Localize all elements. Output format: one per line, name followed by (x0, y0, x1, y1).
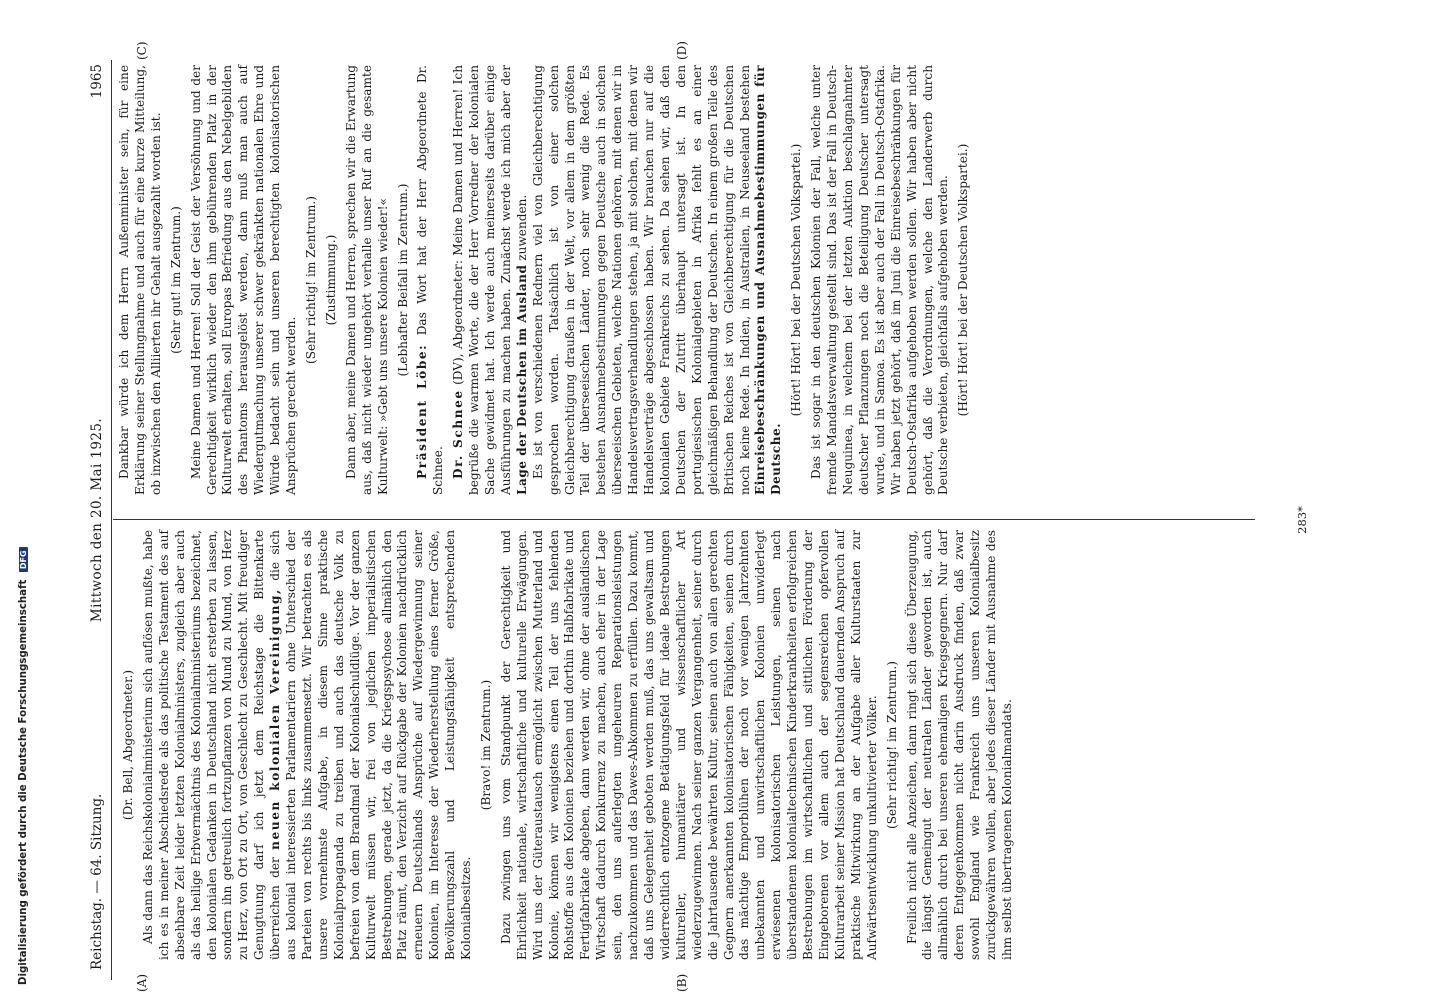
margin-mark-c: (C) (135, 41, 149, 60)
paragraph-text: Es ist von verschiedenen Rednern viel von Gleichberechtigung gesprochen worden. Tatsächlich ist von einer solchen Gleichberechtigung draußen in der Welt, vor allem in dem größten Teil der überseeischen Länder, noch sehr wenig die Rede. Es bestehen Ausnahmebestimmungen gegen Deutsche auch in solchen überseeischen Gebieten, welche Nationen gehören, mit denen wir in Handelsvertragsverhandlungen stehen, ja mit solchen, mit denen wir Handelsverträge abgeschlossen haben. Wir brauchen nur auf die kolonialen Gebiete Frankreichs zu sehen. Da sehen wir, daß den Deutschen der Zutritt überhaupt untersagt ist. In den portugiesischen Kolonialgebieten in Afrika fehlt es an einer gleichmäßigen Behandlung der Deutschen. In einem großen Teile des Britischen Reiches ist von Gleichberechtigung für die Deutschen noch keine Rede. In Indien, in Australien, in Neuseeland bestehen (530, 65, 752, 495)
interjection: (Sehr richtig! im Zentrum.) (884, 661, 899, 829)
paragraph: Dankbar würde ich dem Herrn Außenminister sein, für eine Erklärung seiner Stellungnahme und auch für eine kurze Mitteilung, ob inzwischen den Alliierten ihr Gehalt ausgezahlt worden ist. (117, 65, 163, 495)
margin-mark-b: (B) (675, 973, 689, 992)
header-rule (111, 60, 112, 980)
paragraph: Meine Damen und Herren! Soll der Geist der Versöhnung und der Gerechtigkeit wirklich wieder den ihm gebührenden Platz in der Kulturwelt erhalten, soll Europas Befriedung aus den Nebelgebilden des Phantoms herausgelöst werden, dann muß man auch auf Wiedergutmachung unserer schwer gekränkten nationalen Ehre und Würde bedacht sein und unseren berechtigten kolonisatorischen Ansprüchen gerecht werden. (188, 65, 299, 495)
president-text: Das Wort hat der Herr Abgeordnete Dr. Schnee. (415, 65, 446, 495)
interjection: (Zustimmung.) (323, 234, 338, 326)
speaker-text-end: zuwenden. (514, 194, 529, 261)
dfg-logo: DFG (19, 547, 28, 572)
speaker-tag: (Dr. Bell, Abgeordneter.) (121, 669, 135, 821)
paragraph: Freilich nicht alle Anzeichen, dann ringt sich diese Überzeugung, die längst Gemeingut der neutralen Länder geworden ist, auch allmählich durch bei unseren ehemaligen Kriegsgegnern. Nur darf deren Entgegenkommen nicht darin Ausdruck finden, daß zwar sowohl England wie Frankreich uns unseren Kolonialbesitz zurückgewähren wollen, aber jedes dieser Länder mit Ausnahme des ihm selbst übertragenen Kolonialmandats. (904, 530, 1014, 960)
interjection: (Bravo! im Zentrum.) (478, 679, 493, 811)
running-header (85, 40, 111, 1000)
header-date: Mittwoch den 20. Mai 1925. (89, 417, 105, 623)
paragraph-text: die sich aus kolonial interessierten Parlamentariern ohne Unterschied der Parteien von rechts bis links zusammensetzt. Wir betrachten es als unsere vornehmste Aufgabe, in diesem Sinne praktische Kolonialpropaganda zu treiben und auch das deutsche Volk zu befreien von dem Brandmal der Kolonialschuldlüge. Vor der ganzen Kulturwelt müssen wir, frei von jeglichen imperialistischen Bestrebungen, gerade jetzt, da die Kriegspsychose allmählich den Platz räumt, den Verzicht auf Rückgabe der Kolonien nachdrücklich erneuern Deutschlands Ansprüche auf Wiedergewinnung seiner Kolonien, im Interesse der Wiederherstellung eines ferner Größe, Bevölkerungszahl und Leistungsfähigkeit entsprechenden Kolonialbesitzes. (268, 530, 474, 960)
right-column (117, 65, 976, 495)
interjection: (Sehr richtig! im Zentrum.) (303, 196, 318, 364)
column-divider (113, 519, 1255, 520)
paragraph: Dazu zwingen uns vom Standpunkt der Gerechtigkeit und Ehrlichkeit nationale, wirtschaftliche und kulturelle Erwägungen. Wird uns der Güteraustausch ermöglicht zwischen Mutterland und Kolonie, können wir wenigstens einen Teil der uns fehlenden Rohstoffe aus den Kolonien beziehen und dorthin Halbfabrikate und Fertigfabrikate abgeben, dann werden wir, ohne der ausländischen Wirtschaft dadurch Konkurrenz zu machen, auch eher in der Lage sein, den uns auferlegten ungeheuren Reparationsleistungen nachzukommen und das Dawes-Abkommen zu erfüllen. Dazu kommt, daß uns Gelegenheit geboten werden muß, das uns gewaltsam und widerrechtlich entzogene Betätigungsfeld für ideale Bestrebungen kultureller, humanitärer und wissenschaftlicher Art wiederzugewinnen. Nach seiner ganzen Vergangenheit, seiner durch die Jahrtausende bewährten Kultur, seinen auch von allen gerechten Gegnern anerkannten kolonisatorischen Fähigkeiten, seinen durch das mächtige Emporblühen der noch vor wenigen Jahrzehnten unbekannten und unwirtschaftlichen Kolonien unwiderlegt erwiesenen kolonisatorischen Leistungen, seinen nach überstandenem kolonialtechnischen Kinderkrankheiten erfolgreichen Bestrebungen im wirtschaftlichen und sittlichen Förderung der Eingeborenen vor allem auch der segensreichen opfervollen Kulturarbeit seiner Mission hat Deutschland dauernden Anspruch auf praktische Mitwirkung an der Aufgabe aller Kulturstaaten zur Aufwärtsentwicklung unkultivierter Völker. (498, 530, 879, 960)
emphasis: neuen kolonialen Vereinigung, (268, 588, 283, 850)
digitization-credit (18, 0, 29, 985)
interjection: (Sehr gut! im Zentrum.) (168, 206, 183, 354)
speaker-intro (451, 65, 531, 495)
page-number-footer: 283* (1295, 506, 1309, 534)
emphasis: Einreisebeschränkungen und Ausnahmebestimmungen für Deutsche. (753, 65, 784, 495)
president-remark (415, 65, 447, 495)
credit-text: Digitalisierung gefördert durch die Deutsche Forschungsgemeinschaft (18, 579, 29, 985)
paragraph-text: Als dann das Reichskolonialministerium sich auflösen mußte, habe ich es in meiner Abschiedsrede als das politische Testament des auf absehbare Zeit leider letzten Kolonialministers, zugleich aber auch als das heilige Erbvermächtnis des Kolonialministeriums bezeichnet, den kolonialen Gedanken in Deutschland nicht ersterben zu lassen, sondern ihn getreulich fortzupflanzen von Mund zu Mund, von Herz zu Herz, von Ort zu Ort, von Geschlecht zu Geschlecht. Mit freudiger Genugtuung darf ich jetzt dem Reichstage die Bittenkarte überreichen der (140, 530, 283, 960)
speaker-text: (DV), Abgeordneter: Meine Damen und Herren! Ich begrüße die warmen Worte, die der Herr Vorredner der kolonialen Sache gewidmet hat. Ich werde auch meinerseits darüber einige Ausführungen zu machen haben. Zunächst werde ich mich aber der (451, 65, 513, 495)
paragraph: Dann aber, meine Damen und Herren, sprechen wir die Erwartung aus, daß nicht wieder ungehört verhalle unser Ruf an die gesamte Kulturwelt: »Gebt uns unsere Kolonien wieder!« (343, 65, 390, 495)
margin-mark-a: (A) (135, 973, 149, 992)
header-left: Reichstag. — 64. Sitzung. (89, 793, 105, 970)
paragraph (531, 65, 786, 495)
interjection: (Lebhafter Beifall im Zentrum.) (395, 183, 410, 377)
paragraph (141, 530, 475, 960)
interjection: (Hört! Hört! bei der Deutschen Volkspartei.) (956, 143, 971, 417)
interjection: (Hört! Hört! bei der Deutschen Volkspartei.) (789, 143, 804, 417)
emphasis: Lage der Deutschen im Ausland (514, 264, 529, 495)
speaker-name: Dr. Schnee (451, 389, 466, 479)
left-column (117, 530, 1016, 960)
rotated-document-page (85, 40, 1315, 1000)
president-name: Präsident Löbe: (415, 343, 430, 479)
margin-mark-d: (D) (675, 41, 689, 60)
paragraph: Das ist sogar in den deutschen Kolonien der Fall, welche unter fremde Mandatsverwaltung gestellt sind. Das ist der Fall in Deutsch-Neuguinea, in welchem bei der letzten Auktion beschlagnahmter deutscher Pflanzungen noch die Beteiligung Deutscher untersagt wurde, und in Samoa. Es ist aber auch der Fall in Deutsch-Ostafrika. Wir haben jetzt gehört, daß im Juni die Einreisebeschränkungen für Deutsch-Ostafrika aufgehoben werden sollen. Wir haben aber nicht gehört, daß die Verordnungen, welche den Landerwerb durch Deutsche verbieten, gleichfalls aufgehoben werden. (809, 65, 951, 495)
header-page-number: 1965 (89, 64, 105, 99)
